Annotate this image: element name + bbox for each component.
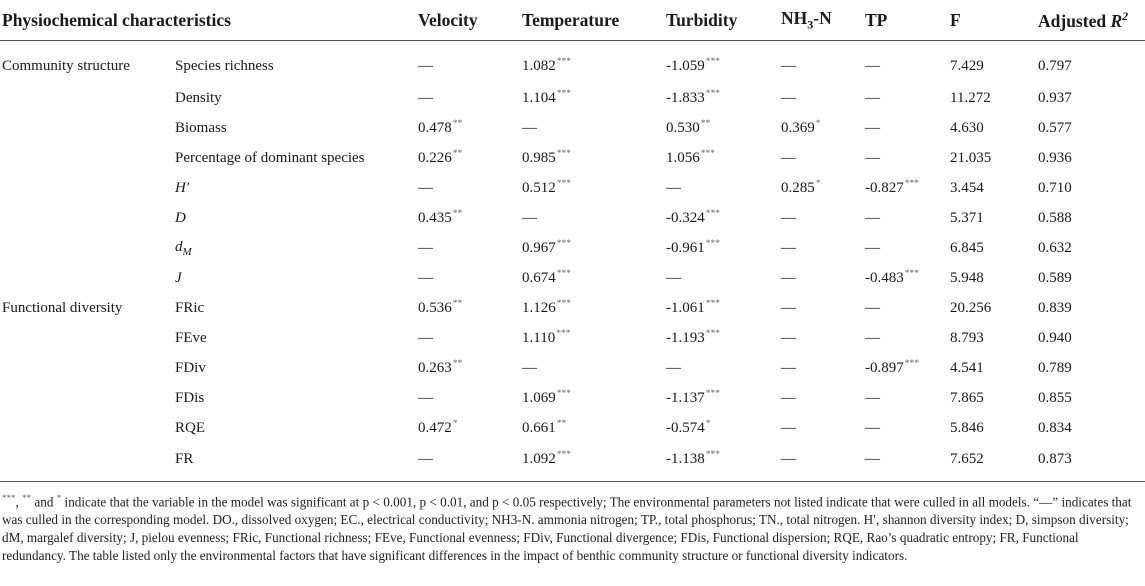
cell-adjusted-r2: 0.577 [1038,119,1072,136]
indicator-name-sub: M [182,245,192,258]
significance-marker: *** [705,57,720,67]
row-group-label [0,323,175,353]
cell-tp [865,263,950,293]
cell-tp [865,353,950,383]
cell-value: — [865,450,880,467]
cell-value: — [781,57,796,74]
cell-tp [865,233,950,263]
cell-value: 0.536 [418,300,452,316]
footnote-sep-1: , [15,494,23,510]
cell-value: 0.226 [418,150,452,166]
significance-marker: * [815,119,821,129]
table-row [0,413,1145,443]
cell-velocity [418,233,522,263]
cell-turbidity [666,413,781,443]
row-group-label [0,233,175,263]
indicator-name-text: FEve [175,329,207,346]
cell-nh3n [781,383,865,413]
cell-value: 1.126 [522,300,556,316]
significance-marker: *** [556,389,571,399]
table-row [0,113,1145,143]
significance-marker: *** [705,209,720,219]
table-row [0,443,1145,475]
cell-f: 7.429 [950,57,984,74]
indicator-name-text: H′ [175,179,190,196]
table-row [0,203,1145,233]
cell-value: — [666,269,681,286]
table-row [0,353,1145,383]
significance-marker: *** [705,329,720,339]
header-adjusted-r2 [1038,0,1145,41]
significance-marker: *** [705,389,720,399]
significance-marker: *** [556,179,571,189]
cell-value: 1.104 [522,90,556,106]
row-group-label [0,383,175,413]
cell-value: 0.674 [522,270,556,286]
cell-value: -1.138 [666,451,705,467]
cell-value: — [865,89,880,106]
cell-adjusted-r2: 0.839 [1038,299,1072,316]
significance-marker: *** [556,450,571,460]
cell-turbidity [666,113,781,143]
cell-tp [865,143,950,173]
table-row [0,83,1145,113]
row-indicator-name [175,143,418,173]
significance-marker: ** [700,119,711,129]
row-indicator-name [175,383,418,413]
cell-velocity [418,203,522,233]
row-group-label [0,113,175,143]
cell-f: 11.272 [950,89,991,106]
header-turbidity: Turbidity [666,9,738,30]
cell-value: — [666,359,681,376]
cell-f: 6.845 [950,239,984,256]
cell-turbidity [666,293,781,323]
table-footnote [0,482,1145,565]
row-indicator-name [175,323,418,353]
cell-value: 0.435 [418,210,452,226]
cell-value: — [781,329,796,346]
row-group-label [0,263,175,293]
significance-marker: *** [705,89,720,99]
significance-marker: *** [556,57,571,67]
cell-adjusted-r2: 0.632 [1038,239,1072,256]
footnote-sig-1: * [56,493,62,503]
cell-nh3n [781,263,865,293]
cell-value: — [781,269,796,286]
cell-value: 0.369 [781,120,815,136]
significance-marker: * [815,179,821,189]
significance-marker: ** [452,149,463,159]
cell-temperature [522,443,666,475]
cell-value: — [865,299,880,316]
header-velocity: Velocity [418,9,478,30]
cell-f: 5.371 [950,209,984,226]
indicator-name-text: Species richness [175,57,274,74]
cell-value: 1.092 [522,451,556,467]
cell-velocity [418,293,522,323]
cell-nh3n [781,143,865,173]
cell-value: -0.827 [865,180,904,196]
row-indicator-name [175,203,418,233]
cell-value: 0.478 [418,120,452,136]
cell-value: — [522,119,537,136]
cell-adjusted-r2: 0.834 [1038,419,1072,436]
cell-value: — [418,57,433,74]
indicator-name-text: FDis [175,389,205,406]
significance-marker: *** [705,299,720,309]
cell-nh3n [781,413,865,443]
cell-value: — [522,359,537,376]
cell-velocity [418,263,522,293]
indicator-name-text: FRic [175,299,205,316]
cell-value: — [418,329,433,346]
cell-velocity [418,113,522,143]
cell-value: — [781,389,796,406]
row-indicator-name [175,293,418,323]
indicator-name-text: Percentage of dominant species [175,149,365,166]
cell-adjusted-r2: 0.855 [1038,389,1072,406]
cell-nh3n [781,293,865,323]
cell-value: — [418,450,433,467]
cell-value: -0.961 [666,240,705,256]
cell-value: 0.472 [418,420,452,436]
cell-value: 0.512 [522,180,556,196]
row-group-label [0,203,175,233]
indicator-name-text: d [175,238,183,255]
cell-value: 1.069 [522,390,556,406]
cell-tp [865,413,950,443]
cell-tp [865,443,950,475]
cell-value: — [418,179,433,196]
cell-value: — [781,239,796,256]
cell-value: -1.137 [666,390,705,406]
header-adjusted-r: R [1110,10,1123,31]
cell-value: — [865,149,880,166]
footnote-sep-2: and [31,494,57,510]
significance-marker: *** [556,299,571,309]
table-row [0,323,1145,353]
cell-temperature [522,383,666,413]
cell-temperature [522,173,666,203]
cell-nh3n [781,233,865,263]
significance-marker: ** [452,299,463,309]
header-nh3n-a: NH [781,7,808,28]
significance-marker: *** [556,149,571,159]
row-group-label [0,173,175,203]
cell-value: — [781,419,796,436]
cell-f: 21.035 [950,149,992,166]
row-group-label [0,353,175,383]
row-indicator-name [175,41,418,84]
cell-temperature [522,413,666,443]
row-indicator-name [175,443,418,475]
significance-marker: *** [904,269,919,279]
cell-turbidity [666,353,781,383]
cell-value: — [522,209,537,226]
cell-f: 5.948 [950,269,984,286]
cell-value: 0.263 [418,360,452,376]
cell-value: 1.082 [522,58,556,74]
cell-nh3n [781,173,865,203]
table-row [0,173,1145,203]
cell-velocity [418,323,522,353]
cell-adjusted-r2: 0.588 [1038,209,1072,226]
row-group-label: Community structure [2,57,130,74]
table-row [0,41,1145,84]
cell-f: 3.454 [950,179,984,196]
cell-temperature [522,41,666,84]
cell-adjusted-r2: 0.873 [1038,450,1072,467]
indicator-name-text: Biomass [175,119,227,136]
header-nh3n [781,0,865,41]
footnote-text: indicate that the variable in the model was significant at p < 0.001, p < 0.01, and p < 0.05 respectively; The environmental parameters not listed indicate that were culled in all models. “—” indicates that was culled in the corresponding model. DO., dissolved oxygen; EC., electrical conductivity; NH3-N. ammonia nitrogen; TP., total phosphorus; TN., total nitrogen. H′, shannon diversity index; D, simpson diversity; dM, margalef diversity; J, pielou evenness; FRic, Functional richness; FEve, Functional evenness; FDiv, Functional divergence; FDis, Functional dispersion; RQE, Rao’s quadratic entropy; FR, Functional redundancy. The table listed only the environmental factors that have significant differences in the impact of benthic community structure or functional diversity indicators. [2,494,1132,564]
row-indicator-name [175,83,418,113]
cell-value: — [418,389,433,406]
cell-value: — [781,209,796,226]
cell-value: — [781,149,796,166]
cell-nh3n [781,443,865,475]
cell-nh3n [781,203,865,233]
cell-velocity [418,83,522,113]
cell-temperature [522,293,666,323]
cell-value: — [781,359,796,376]
footnote-sig-3: *** [2,493,16,503]
cell-value: -1.833 [666,90,705,106]
cell-tp [865,383,950,413]
cell-turbidity [666,443,781,475]
header-nh3n-sub: 3 [807,17,814,32]
indicator-name-text: FDiv [175,359,206,376]
row-group-label [0,413,175,443]
cell-nh3n [781,113,865,143]
row-group-label: Functional diversity [2,299,123,316]
significance-marker: ** [556,419,567,429]
cell-value: 1.110 [522,330,556,346]
cell-velocity [418,353,522,383]
cell-value: 0.530 [666,120,700,136]
table-row [0,143,1145,173]
cell-value: — [865,57,880,74]
cell-tp [865,293,950,323]
header-tp: TP [865,9,888,30]
significance-marker: *** [556,269,571,279]
row-indicator-name [175,233,418,263]
significance-marker: *** [556,89,571,99]
cell-value: -1.059 [666,58,705,74]
cell-tp [865,83,950,113]
cell-nh3n [781,353,865,383]
cell-nh3n [781,323,865,353]
cell-adjusted-r2: 0.589 [1038,269,1072,286]
significance-marker: *** [700,149,715,159]
significance-marker: ** [452,209,463,219]
cell-velocity [418,383,522,413]
significance-marker: * [705,419,711,429]
cell-tp [865,41,950,84]
significance-marker: ** [452,359,463,369]
header-f: F [950,9,961,30]
header-nh3n-b: -N [813,7,832,28]
cell-value: 0.285 [781,180,815,196]
cell-value: — [418,269,433,286]
cell-value: — [865,119,880,136]
significance-marker: *** [556,329,571,339]
significance-marker: *** [904,359,919,369]
row-group-label [0,443,175,475]
cell-adjusted-r2: 0.710 [1038,179,1072,196]
indicator-name-text: J [175,269,182,286]
cell-velocity [418,443,522,475]
row-indicator-name [175,413,418,443]
cell-value: — [865,209,880,226]
cell-value: — [418,239,433,256]
cell-value: — [865,389,880,406]
cell-velocity [418,41,522,84]
cell-value: 1.056 [666,150,700,166]
cell-f: 4.630 [950,119,984,136]
header-temperature: Temperature [522,9,620,30]
footnote-sig-2: ** [22,493,32,503]
cell-turbidity [666,203,781,233]
cell-value: -0.574 [666,420,705,436]
cell-f: 20.256 [950,299,992,316]
table-row [0,293,1145,323]
cell-adjusted-r2: 0.937 [1038,89,1072,106]
cell-turbidity [666,263,781,293]
row-indicator-name [175,263,418,293]
cell-temperature [522,233,666,263]
cell-f: 4.541 [950,359,984,376]
cell-temperature [522,353,666,383]
cell-tp [865,173,950,203]
table-row [0,233,1145,263]
cell-temperature [522,113,666,143]
cell-turbidity [666,383,781,413]
cell-value: 0.985 [522,150,556,166]
cell-value: -0.897 [865,360,904,376]
indicator-name-text: D [175,209,186,226]
cell-value: — [865,419,880,436]
table-row [0,263,1145,293]
row-group-label [0,143,175,173]
cell-turbidity [666,83,781,113]
cell-value: — [666,179,681,196]
cell-value: — [781,450,796,467]
row-group-label [0,83,175,113]
cell-turbidity [666,41,781,84]
cell-tp [865,113,950,143]
header-row [0,0,1145,41]
header-characteristics: Physiochemical characteristics [2,9,231,30]
cell-value: — [781,299,796,316]
cell-velocity [418,413,522,443]
significance-marker: *** [705,450,720,460]
significance-marker: *** [705,239,720,249]
significance-marker: *** [904,179,919,189]
row-indicator-name [175,173,418,203]
cell-nh3n [781,83,865,113]
cell-turbidity [666,173,781,203]
row-indicator-name [175,113,418,143]
cell-adjusted-r2: 0.789 [1038,359,1072,376]
cell-temperature [522,83,666,113]
header-adjusted-a: Adjusted [1038,10,1111,31]
indicator-name-text: FR [175,450,194,467]
cell-value: -1.061 [666,300,705,316]
indicator-name-text: Density [175,89,222,106]
cell-tp [865,203,950,233]
cell-turbidity [666,323,781,353]
significance-marker: ** [452,119,463,129]
cell-adjusted-r2: 0.936 [1038,149,1072,166]
cell-f: 5.846 [950,419,984,436]
cell-value: -0.324 [666,210,705,226]
significance-marker: * [452,419,458,429]
cell-velocity [418,143,522,173]
cell-value: — [865,239,880,256]
cell-tp [865,323,950,353]
cell-value: -0.483 [865,270,904,286]
cell-value: — [865,329,880,346]
indicator-name-text: RQE [175,419,205,436]
cell-value: 0.967 [522,240,556,256]
cell-f: 7.865 [950,389,984,406]
cell-adjusted-r2: 0.940 [1038,329,1072,346]
cell-turbidity [666,233,781,263]
cell-temperature [522,143,666,173]
cell-f: 7.652 [950,450,984,467]
cell-value: 0.661 [522,420,556,436]
cell-turbidity [666,143,781,173]
header-adjusted-sup: 2 [1122,8,1129,23]
table-row [0,383,1145,413]
cell-value: — [781,89,796,106]
cell-nh3n [781,41,865,84]
cell-adjusted-r2: 0.797 [1038,57,1072,74]
cell-temperature [522,263,666,293]
significance-marker: *** [556,239,571,249]
cell-temperature [522,323,666,353]
cell-velocity [418,173,522,203]
row-indicator-name [175,353,418,383]
cell-value: — [418,89,433,106]
cell-temperature [522,203,666,233]
cell-f: 8.793 [950,329,984,346]
cell-value: -1.193 [666,330,705,346]
